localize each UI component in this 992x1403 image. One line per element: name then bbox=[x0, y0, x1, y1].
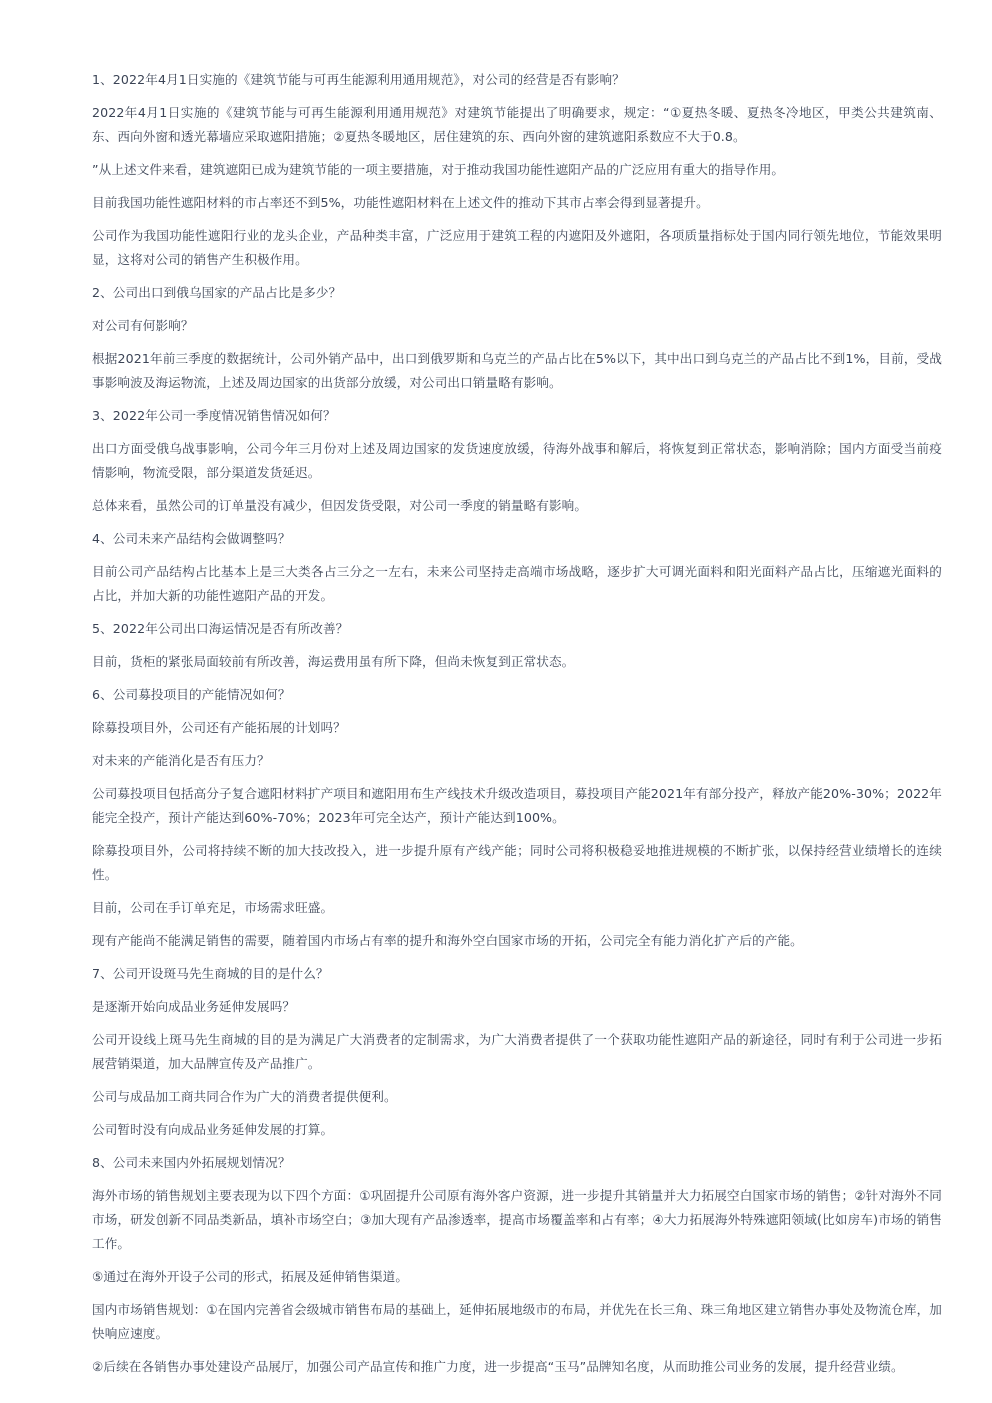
answer-3-paragraph-2: 总体来看，虽然公司的订单量没有减少，但因发货受限，对公司一季度的销量略有影响。 bbox=[92, 498, 588, 513]
answer-7-paragraph-3: 公司暂时没有向成品业务延伸发展的打算。 bbox=[92, 1122, 334, 1137]
question-3: 3、2022年公司一季度情况销售情况如何？ bbox=[92, 408, 336, 423]
answer-1-paragraph-1: 2022年4月1日实施的《建筑节能与可再生能源利用通用规范》对建筑节能提出了明确要求，规定：“①夏热冬暖、夏热冬冷地区，甲类公共建筑南、东、西向外窗和透光幕墙应采取遮阳措施；②夏热冬暖地区，居住建筑的东、西向外窗的建筑遮阳系数应不大于0.8。 bbox=[92, 105, 942, 144]
answer-8-paragraph-3: 国内市场销售规划：①在国内完善省会级城市销售布局的基础上，延伸拓展地级市的布局，并优先在长三角、珠三角地区建立销售办事处及物流仓库，加快响应速度。 bbox=[92, 1302, 942, 1341]
question-4: 4、公司未来产品结构会做调整吗？ bbox=[92, 531, 291, 546]
question-6-sub-2: 对未来的产能消化是否有压力？ bbox=[92, 753, 270, 768]
question-5: 5、2022年公司出口海运情况是否有所改善？ bbox=[92, 621, 349, 636]
answer-1-paragraph-3: 目前我国功能性遮阳材料的市占率还不到5%，功能性遮阳材料在上述文件的推动下其市占率会得到显著提升。 bbox=[92, 195, 709, 210]
question-6: 6、公司募投项目的产能情况如何？ bbox=[92, 687, 291, 702]
answer-6-paragraph-4: 现有产能尚不能满足销售的需要，随着国内市场占有率的提升和海外空白国家市场的开拓，公司完全有能力消化扩产后的产能。 bbox=[92, 933, 803, 948]
question-1: 1、2022年4月1日实施的《建筑节能与可再生能源利用通用规范》，对公司的经营是否有影响？ bbox=[92, 72, 625, 87]
answer-8-paragraph-4: ②后续在各销售办事处建设产品展厅，加强公司产品宣传和推广力度，进一步提高“玉马”品牌知名度，从而助推公司业务的发展，提升经营业绩。 bbox=[92, 1359, 904, 1374]
question-7: 7、公司开设斑马先生商城的目的是什么？ bbox=[92, 966, 329, 981]
answer-5-paragraph-1: 目前，货柜的紧张局面较前有所改善，海运费用虽有所下降，但尚未恢复到正常状态。 bbox=[92, 654, 575, 669]
answer-1-paragraph-4: 公司作为我国功能性遮阳行业的龙头企业，产品种类丰富，广泛应用于建筑工程的内遮阳及外遮阳，各项质量指标处于国内同行领先地位，节能效果明显，这将对公司的销售产生积极作用。 bbox=[92, 228, 942, 267]
question-6-sub-1: 除募投项目外，公司还有产能拓展的计划吗？ bbox=[92, 720, 346, 735]
answer-8-paragraph-1: 海外市场的销售规划主要表现为以下四个方面：①巩固提升公司原有海外客户资源，进一步提升其销量并大力拓展空白国家市场的销售；②针对海外不同市场，研发创新不同品类新品，填补市场空白；③加大现有产品渗透率，提高市场覆盖率和占有率；④大力拓展海外特殊遮阳领域(比如房车)市场的销售工作。 bbox=[92, 1188, 942, 1251]
answer-2-paragraph-1: 根据2021年前三季度的数据统计，公司外销产品中，出口到俄罗斯和乌克兰的产品占比在5%以下，其中出口到乌克兰的产品占比不到1%，目前，受战事影响波及海运物流，上述及周边国家的出货部分放缓，对公司出口销量略有影响。 bbox=[92, 351, 942, 390]
answer-7-paragraph-1: 公司开设线上斑马先生商城的目的是为满足广大消费者的定制需求，为广大消费者提供了一个获取功能性遮阳产品的新途径，同时有利于公司进一步拓展营销渠道，加大品牌宣传及产品推广。 bbox=[92, 1032, 942, 1071]
answer-1-paragraph-2: ”从上述文件来看，建筑遮阳已成为建筑节能的一项主要措施，对于推动我国功能性遮阳产品的广泛应用有重大的指导作用。 bbox=[92, 162, 785, 177]
answer-7-paragraph-2: 公司与成品加工商共同合作为广大的消费者提供便利。 bbox=[92, 1089, 397, 1104]
question-7-sub: 是逐渐开始向成品业务延伸发展吗？ bbox=[92, 999, 296, 1014]
question-2-sub: 对公司有何影响？ bbox=[92, 318, 194, 333]
answer-6-paragraph-3: 目前，公司在手订单充足，市场需求旺盛。 bbox=[92, 900, 334, 915]
answer-6-paragraph-2: 除募投项目外，公司将持续不断的加大技改投入，进一步提升原有产线产能；同时公司将积极稳妥地推进规模的不断扩张，以保持经营业绩增长的连续性。 bbox=[92, 843, 942, 882]
answer-3-paragraph-1: 出口方面受俄乌战事影响，公司今年三月份对上述及周边国家的发货速度放缓，待海外战事和解后，将恢复到正常状态，影响消除；国内方面受当前疫情影响，物流受限，部分渠道发货延迟。 bbox=[92, 441, 942, 480]
answer-6-paragraph-1: 公司募投项目包括高分子复合遮阳材料扩产项目和遮阳用布生产线技术升级改造项目，募投项目产能2021年有部分投产，释放产能20%-30%；2022年能完全投产，预计产能达到60%-70%；2023年可完全达产，预计产能达到100%。 bbox=[92, 786, 942, 825]
answer-4-paragraph-1: 目前公司产品结构占比基本上是三大类各占三分之一左右，未来公司坚持走高端市场战略，逐步扩大可调光面料和阳光面料产品占比，压缩遮光面料的占比，并加大新的功能性遮阳产品的开发。 bbox=[92, 564, 942, 603]
answer-8-paragraph-2: ⑤通过在海外开设子公司的形式，拓展及延伸销售渠道。 bbox=[92, 1269, 409, 1284]
question-2: 2、公司出口到俄乌国家的产品占比是多少？ bbox=[92, 285, 342, 300]
question-8: 8、公司未来国内外拓展规划情况？ bbox=[92, 1155, 291, 1170]
